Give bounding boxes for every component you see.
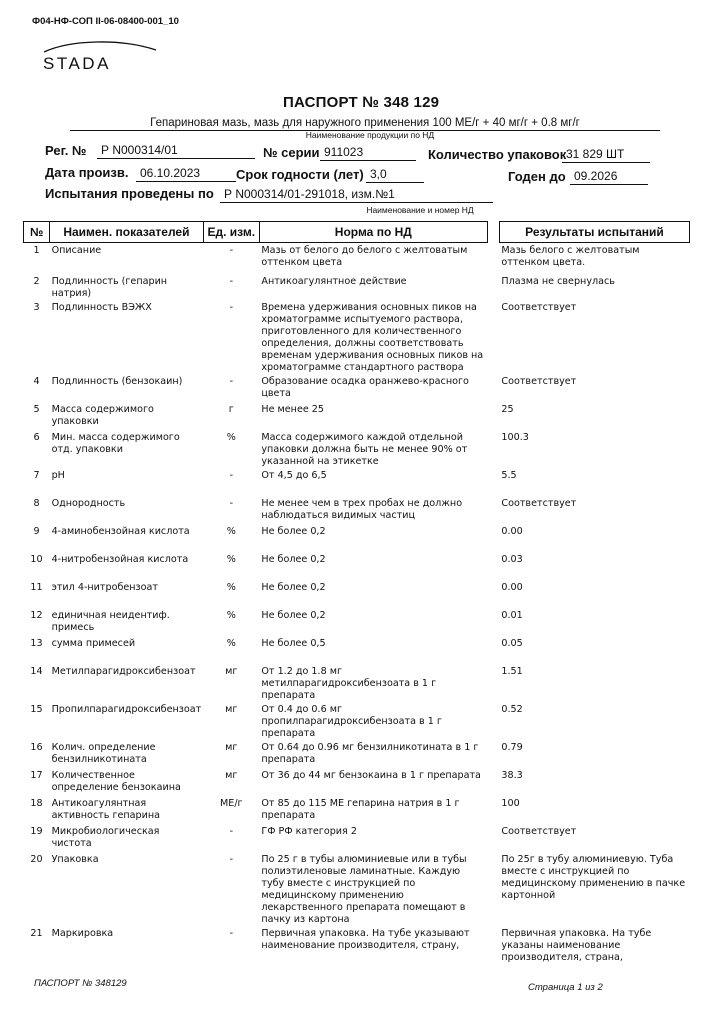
row-result: 0.05 (501, 637, 523, 649)
row-number: 7 (33, 469, 40, 481)
row-number: 8 (33, 497, 40, 509)
row-norm: Не более 0,2 (261, 609, 326, 621)
row-norm: Времена удерживания основных пиков на хроматограмме испытуемого раствора, приготовленного для количественного определения, должны соответствовать временам удерживания основных пиков на хроматограмме стандартного раствора (261, 301, 484, 373)
table-row (24, 468, 690, 496)
table-row (24, 430, 690, 468)
production-date-label: Дата произв. (45, 165, 129, 180)
table-row (24, 636, 690, 664)
row-indicator: Количественное определение бензокаина (51, 769, 181, 793)
row-norm: ГФ РФ категория 2 (261, 825, 357, 837)
row-number: 15 (30, 703, 43, 715)
row-result: 0.52 (501, 703, 523, 715)
row-indicator: Подлинность (гепарин натрия) (51, 275, 168, 299)
row-indicator: Упаковка (51, 853, 99, 865)
row-result: Соответствует (501, 375, 577, 387)
valid-until-value: 09.2026 (570, 169, 648, 185)
row-indicator: единичная неидентиф. примесь (51, 609, 170, 633)
row-indicator: Мин. масса содержимого отд. упаковки (51, 431, 180, 455)
product-name: Гепариновая мазь, мазь для наружного применения 100 МЕ/г + 40 мг/г + 0.8 мг/г (70, 117, 660, 131)
production-date-value: 06.10.2023 (136, 166, 236, 182)
row-number: 17 (30, 769, 43, 781)
table-row (24, 524, 690, 552)
tests-label: Испытания проведены по (45, 186, 214, 201)
row-indicator: Однородность (51, 497, 126, 509)
product-caption: Наименование продукции по НД (305, 130, 435, 140)
row-norm: От 85 до 115 МЕ гепарина натрия в 1 г препарата (261, 797, 460, 821)
row-indicator: Антикоагулянтная активность гепарина (51, 797, 161, 821)
row-number: 13 (30, 637, 43, 649)
row-unit: мг (225, 769, 238, 781)
row-unit: - (229, 497, 234, 509)
row-norm: Не более 0,2 (261, 581, 326, 593)
row-norm: От 4,5 до 6,5 (261, 469, 327, 481)
row-norm: По 25 г в тубы алюминиевые или в тубы полиэтиленовые ламинатные. Каждую тубу вместе с инструкцией по медицинскому применению лекарственного препарата помещают в пачку из картона (261, 853, 467, 925)
series-value: 911023 (320, 145, 416, 161)
row-norm: Мазь от белого до белого с желтоватым оттенком цвета (261, 245, 468, 268)
row-number: 4 (33, 375, 40, 387)
row-result: Плазма не свернулась (501, 275, 615, 287)
row-unit: % (226, 581, 236, 593)
row-indicator: Маркировка (51, 927, 114, 939)
row-norm: Первичная упаковка. На тубе указывают наименование производителя, страну, (261, 927, 470, 951)
header-results: Результаты испытаний (499, 222, 689, 243)
row-unit: % (226, 609, 236, 621)
row-indicator: Колич. определение бензилникотината (51, 741, 156, 765)
row-result: Соответствует (501, 825, 577, 837)
row-result: Мазь белого с желтоватым оттенком цвета. (501, 245, 640, 268)
row-number: 19 (30, 825, 43, 837)
row-unit: % (226, 553, 236, 565)
row-indicator: 4-нитробензойная кислота (51, 553, 189, 565)
table-row (24, 402, 690, 430)
row-result: Соответствует (501, 497, 577, 509)
row-unit: мг (225, 741, 238, 753)
row-number: 21 (30, 927, 43, 939)
row-result: 1.51 (501, 665, 523, 677)
row-number: 20 (30, 853, 43, 865)
row-result: 100.3 (501, 431, 529, 443)
header-number: № (24, 222, 50, 243)
tests-value: Р N000314/01-291018, изм.№1 (220, 187, 493, 203)
row-unit: мг (225, 703, 238, 715)
table-row (24, 852, 690, 926)
row-unit: - (229, 853, 234, 865)
row-unit: г (228, 403, 234, 415)
header-indicator: Наимен. показателей (50, 222, 204, 243)
row-indicator: pH (51, 469, 65, 481)
row-indicator: сумма примесей (51, 637, 136, 649)
row-unit: - (229, 927, 234, 939)
row-unit: - (229, 275, 234, 287)
valid-until-label: Годен до (508, 169, 566, 184)
row-number: 2 (33, 275, 40, 287)
row-number: 12 (30, 609, 43, 621)
header-unit: Ед. изм. (203, 222, 259, 243)
quantity-value: 31 829 ШТ (562, 147, 650, 163)
table-row (24, 796, 690, 824)
row-norm: Масса содержимого каждой отдельной упаковки должна быть не менее 90% от указанной на этикетке (261, 431, 468, 467)
row-norm: Образование осадка оранжево-красного цвета (261, 375, 469, 399)
row-unit: МЕ/г (219, 797, 243, 809)
row-number: 10 (30, 553, 43, 565)
logo-text: STADA (43, 54, 111, 73)
reg-label: Рег. № (45, 143, 87, 158)
table-row (24, 274, 690, 300)
footer-page: Страница 1 из 2 (528, 982, 603, 993)
row-number: 3 (33, 301, 40, 313)
row-number: 11 (30, 581, 43, 593)
table-row (24, 768, 690, 796)
row-norm: Не более 0,2 (261, 553, 326, 565)
row-unit: - (229, 469, 234, 481)
row-result: Соответствует (501, 301, 577, 313)
row-norm: От 36 до 44 мг бензокаина в 1 г препарата (261, 769, 481, 781)
row-unit: мг (225, 665, 238, 677)
table-body (24, 243, 690, 964)
row-number: 6 (33, 431, 40, 443)
table-row (24, 926, 690, 964)
table-row (24, 300, 690, 374)
table-row (24, 374, 690, 402)
row-result: 25 (501, 403, 514, 415)
table-row (24, 580, 690, 608)
form-code: Ф04-НФ-СОП II-06-08400-001_10 (32, 16, 179, 27)
row-indicator: 4-аминобензойная кислота (51, 525, 190, 537)
row-indicator: Масса содержимого упаковки (51, 403, 154, 427)
row-result: 0.01 (501, 609, 523, 621)
shelf-life-value: 3,0 (366, 167, 424, 183)
footer-passport: ПАСПОРТ № 348129 (34, 978, 127, 989)
row-indicator: этил 4-нитробензоат (51, 581, 158, 593)
row-result: 0.79 (501, 741, 523, 753)
table-row (24, 552, 690, 580)
row-norm: Не более 0,5 (261, 637, 326, 649)
row-indicator: Подлинность (бензокаин) (51, 375, 183, 387)
row-norm: Не менее 25 (261, 403, 325, 415)
row-norm: От 1.2 до 1.8 мг метилпарагидроксибензоата в 1 г препарата (261, 665, 437, 701)
row-result: 38.3 (501, 769, 523, 781)
row-unit: - (229, 301, 234, 313)
reg-value: Р N000314/01 (97, 143, 255, 159)
row-indicator: Пропилпарагидроксибензоат (51, 703, 202, 715)
series-label: № серии (263, 145, 320, 160)
table-row (24, 608, 690, 636)
passport-title: ПАСПОРТ № 348 129 (283, 94, 440, 111)
row-norm: Антикоагулянтное действие (261, 275, 407, 287)
row-number: 5 (33, 403, 40, 415)
shelf-life-label: Срок годности (лет) (236, 167, 364, 182)
stada-logo (40, 38, 160, 78)
table-header-row (24, 222, 690, 243)
row-result: 5.5 (501, 469, 517, 481)
row-unit: - (229, 375, 234, 387)
row-indicator: Микробиологическая чистота (51, 825, 160, 849)
row-result: 100 (501, 797, 520, 809)
row-result: 0.00 (501, 525, 523, 537)
header-norm: Норма по НД (259, 222, 487, 243)
row-number: 18 (30, 797, 43, 809)
table-row (24, 243, 690, 274)
table-row (24, 702, 690, 740)
row-norm: От 0.4 до 0.6 мг пропилпарагидроксибензоата в 1 г препарата (261, 703, 442, 739)
row-result: 0.00 (501, 581, 523, 593)
table-row (24, 664, 690, 702)
table-row (24, 824, 690, 852)
tests-caption: Наименование и номер НД (366, 205, 474, 215)
row-unit: % (226, 431, 236, 443)
quantity-label: Количество упаковок (428, 147, 567, 162)
row-indicator: Подлинность ВЭЖХ (51, 301, 152, 313)
results-table (23, 221, 690, 964)
row-norm: От 0.64 до 0.96 мг бензилникотината в 1 г препарата (261, 741, 479, 765)
row-norm: Не менее чем в трех пробах не должно наблюдаться видимых частиц (261, 497, 463, 521)
row-unit: % (226, 637, 236, 649)
row-indicator: Метилпарагидроксибензоат (51, 665, 196, 677)
row-indicator: Описание (51, 245, 102, 256)
row-result: По 25г в тубу алюминиевую. Туба вместе с инструкцией по медицинскому применению в пачке картонной (501, 853, 686, 901)
row-result: Первичная упаковка. На тубе указаны наименование производителя, страна, (501, 927, 652, 963)
row-number: 14 (30, 665, 43, 677)
table-row (24, 496, 690, 524)
row-unit: - (229, 825, 234, 837)
row-unit: % (226, 525, 236, 537)
row-result: 0.03 (501, 553, 523, 565)
row-norm: Не более 0,2 (261, 525, 326, 537)
row-number: 1 (33, 245, 40, 256)
row-number: 16 (30, 741, 43, 753)
table-row (24, 740, 690, 768)
row-number: 9 (33, 525, 40, 537)
row-unit: - (229, 245, 234, 256)
